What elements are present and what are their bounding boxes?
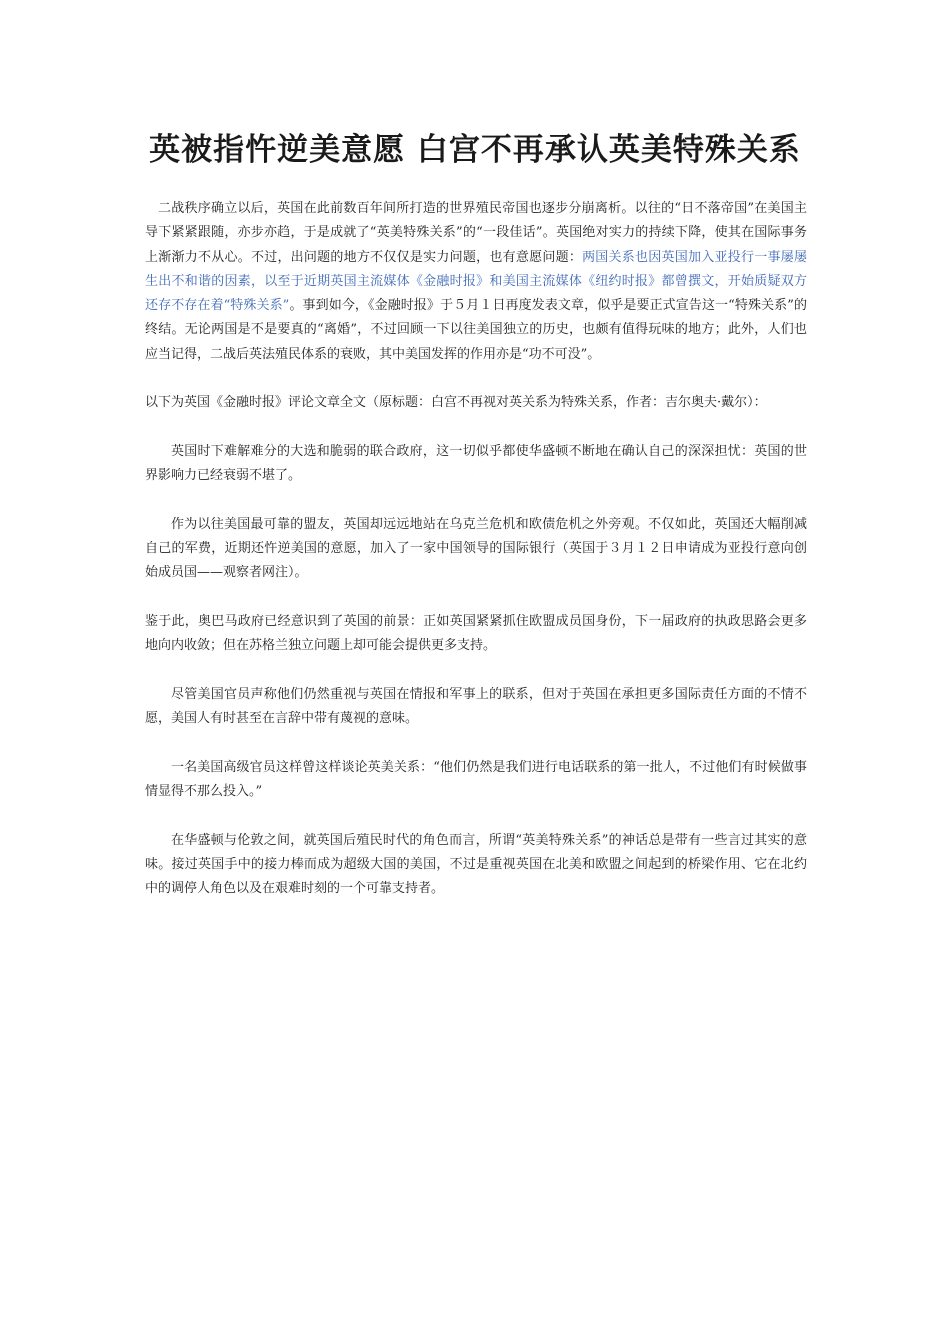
intro-link-text[interactable]: 两国关系也因英国加入亚投行一事屡屡生出不和谐的因素，以至于近期英国主流媒体《金融时报》和美国主流媒体《纽约时报》都曾撰文，开始质疑双方还存不存在着“特殊关系” — [145, 249, 807, 314]
body-paragraph-2: 作为以往美国最可靠的盟友，英国却远远地站在乌克兰危机和欧债危机之外旁观。不仅如此，英国还大幅削减自己的军费，近期还忤逆美国的意愿，加入了一家中国领导的国际银行（英国于３月１２日申请成为亚投行意向创始成员国——观察者网注）。 — [145, 516, 807, 581]
body-paragraph-6: 在华盛顿与伦敦之间，就英国后殖民时代的角色而言，所谓“英美特殊关系”的神话总是带有一些言过其实的意味。接过英国手中的接力棒而成为超级大国的美国，不过是重视英国在北美和欧盟之间起到的桥梁作用、它在北约中的调停人角色以及在艰难时刻的一个可靠支持者。 — [145, 832, 807, 897]
intro-text-2: 。事到如今，《金融时报》于５月１日再度发表文章，似乎是要正式宣告这一“特殊关系”的终结。无论两国是不是要真的“离婚”，不过回顾一下以往美国独立的历史，也颇有值得玩味的地方；此外，人们也应当记得，二战后英法殖民体系的衰败，其中美国发挥的作用亦是“功不可没”。 — [145, 298, 808, 362]
intro-paragraph — [145, 197, 807, 367]
body-paragraph-5: 一名美国高级官员这样曾这样谈论英美关系：“他们仍然是我们进行电话联系的第一批人，不过他们有时候做事情显得不那么投入。” — [145, 759, 807, 800]
intro-text-1: 二战秩序确立以后，英国在此前数百年间所打造的世界殖民帝国也逐步分崩离析。以往的“日不落帝国”在美国主导下紧紧跟随，亦步亦趋，于是成就了“英美特殊关系”的“一段佳话”。英国绝对实力的持续下降，使其在国际事务上渐渐力不从心。不过，出问题的地方不仅仅是实力问题，也有意愿问题： — [145, 201, 807, 265]
body-paragraph-3: 鉴于此，奥巴马政府已经意识到了英国的前景：正如英国紧紧抓住欧盟成员国身份，下一届政府的执政思路会更多地向内收敛；但在苏格兰独立问题上却可能会提供更多支持。 — [145, 614, 807, 654]
body-paragraph-1: 英国时下难解难分的大选和脆弱的联合政府，这一切似乎都使华盛顿不断地在确认自己的深深担忧：英国的世界影响力已经衰弱不堪了。 — [145, 443, 807, 484]
source-note: 以下为英国《金融时报》评论文章全文（原标题：白宫不再视对英关系为特殊关系，作者：吉尔奥夫·戴尔）： — [145, 395, 767, 411]
body-paragraph-4: 尽管美国官员声称他们仍然重视与英国在情报和军事上的联系，但对于英国在承担更多国际责任方面的不情不愿，美国人有时甚至在言辞中带有蔑视的意味。 — [145, 686, 807, 727]
article-body — [145, 197, 807, 926]
article-title: 英被指忤逆美意愿 白宫不再承认英美特殊关系 — [149, 132, 801, 168]
